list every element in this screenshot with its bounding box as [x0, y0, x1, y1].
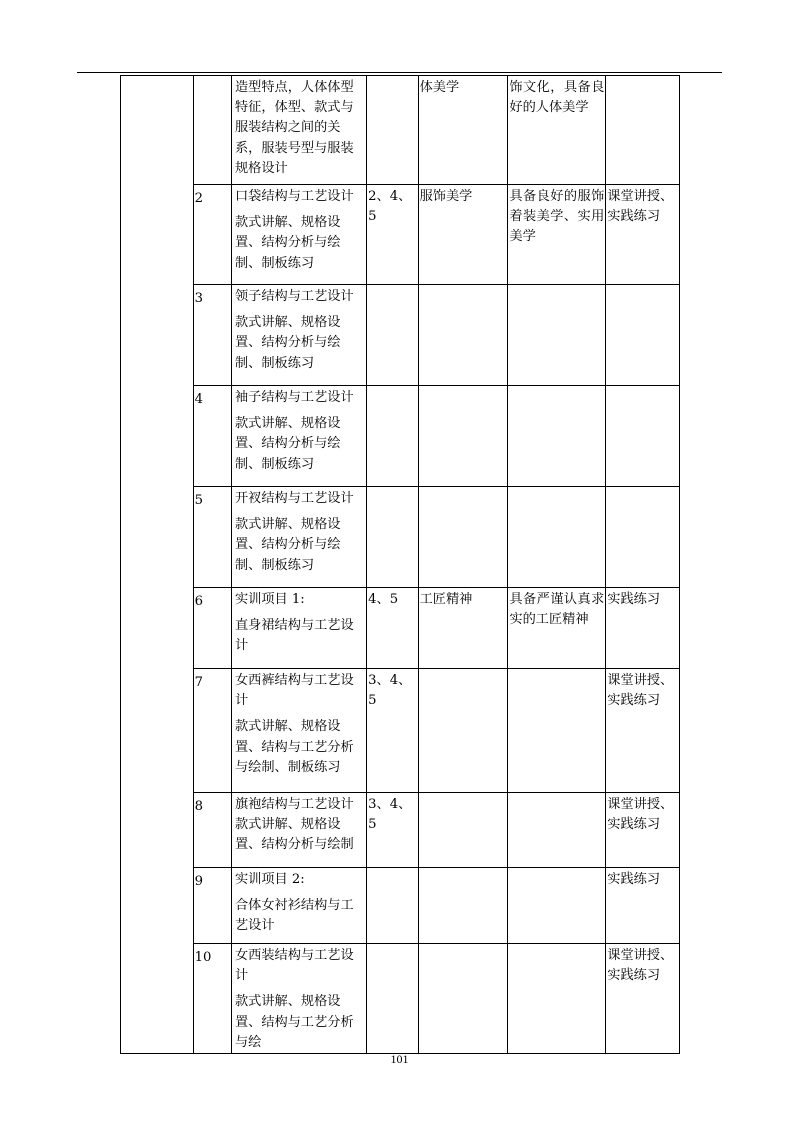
row-content — [231, 185, 366, 285]
table-row — [121, 386, 680, 487]
row-objective — [418, 487, 508, 588]
row-hours: 3、4、5 — [367, 669, 418, 793]
row-number — [193, 76, 231, 185]
table-row — [121, 793, 680, 868]
row-number: 6 — [193, 588, 231, 669]
content-title: 袖子结构与工艺设计 — [234, 390, 354, 405]
row-number: 9 — [193, 868, 231, 944]
row-ideology — [508, 487, 606, 588]
row-method: 实践练习 — [606, 588, 680, 669]
row-objective: 体美学 — [418, 76, 508, 185]
table-row — [121, 285, 680, 386]
row-hours — [367, 487, 418, 588]
row-objective — [418, 386, 508, 487]
row-content — [231, 386, 366, 487]
row-content — [231, 793, 366, 868]
row-hours: 2、4、5 — [367, 185, 418, 285]
row-content — [231, 868, 366, 944]
row-method: 课堂讲授、实践练习 — [606, 669, 680, 793]
row-hours — [367, 76, 418, 185]
content-detail: 款式讲解、规格设置、结构与工艺分析与绘制、制板练习 — [234, 719, 354, 775]
content-detail: 款式讲解、规格设置、结构分析与绘制、制板练习 — [234, 517, 341, 573]
row-ideology — [508, 793, 606, 868]
row-number: 3 — [193, 285, 231, 386]
content-line: 造型特点，人体体型特征，体型、款式与服装结构之间的关系，服装号型与服装规格设计 — [234, 80, 354, 176]
content-detail: 款式讲解、规格设置、结构分析与绘制 — [234, 817, 354, 853]
row-content — [231, 285, 366, 386]
row-method — [606, 487, 680, 588]
row-ideology: 具备严谨认真求实的工匠精神 — [508, 588, 606, 669]
table-row — [121, 669, 680, 793]
content-title: 实训项目 2: — [234, 872, 305, 887]
row-hours — [367, 386, 418, 487]
content-detail: 款式讲解、规格设置、结构分析与绘制、制板练习 — [234, 215, 341, 271]
row-hours: 4、5 — [367, 588, 418, 669]
table-row — [121, 868, 680, 944]
row-ideology — [508, 868, 606, 944]
content-title: 旗袍结构与工艺设计 — [234, 797, 354, 812]
page-number: 101 — [390, 1052, 409, 1066]
row-objective — [418, 944, 508, 1054]
content-title: 女西装结构与工艺设计 — [234, 948, 354, 984]
content-title: 领子结构与工艺设计 — [234, 289, 354, 304]
row-method: 实践练习 — [606, 868, 680, 944]
row-ideology: 饰文化，具备良好的人体美学 — [508, 76, 606, 185]
row-content — [231, 76, 366, 185]
row-ideology: 具备良好的服饰着装美学、实用美学 — [508, 185, 606, 285]
table-row — [121, 588, 680, 669]
table-row — [121, 76, 680, 185]
content-detail: 款式讲解、规格设置、结构分析与绘制、制板练习 — [234, 315, 341, 371]
row-method: 课堂讲授、实践练习 — [606, 185, 680, 285]
row-method — [606, 285, 680, 386]
row-number: 10 — [193, 944, 231, 1054]
row-content — [231, 944, 366, 1054]
row-method: 课堂讲授、实践练习 — [606, 793, 680, 868]
row-objective — [418, 868, 508, 944]
row-ideology — [508, 669, 606, 793]
row-objective — [418, 793, 508, 868]
content-detail: 款式讲解、规格设置、结构与工艺分析与绘 — [234, 994, 354, 1050]
content-title: 实训项目 1: — [234, 592, 305, 607]
header-rule — [77, 72, 722, 73]
row-content — [231, 588, 366, 669]
row-number: 4 — [193, 386, 231, 487]
table-row — [121, 487, 680, 588]
row-ideology — [508, 944, 606, 1054]
row-hours — [367, 944, 418, 1054]
row-number: 2 — [193, 185, 231, 285]
row-hours: 3、4、5 — [367, 793, 418, 868]
row-hours — [367, 868, 418, 944]
row-ideology — [508, 285, 606, 386]
row-content — [231, 669, 366, 793]
row-hours — [367, 285, 418, 386]
row-number: 8 — [193, 793, 231, 868]
row-number: 5 — [193, 487, 231, 588]
table-row — [121, 944, 680, 1054]
row-objective — [418, 669, 508, 793]
content-title: 女西裤结构与工艺设计 — [234, 673, 354, 709]
course-content-table — [120, 75, 680, 1054]
row-objective: 工匠精神 — [418, 588, 508, 669]
row-objective — [418, 285, 508, 386]
content-detail: 直身裙结构与工艺设计 — [234, 618, 354, 654]
row-method — [606, 386, 680, 487]
row-content — [231, 487, 366, 588]
content-detail: 合体女衬衫结构与工艺设计 — [234, 898, 354, 934]
row-ideology — [508, 386, 606, 487]
table-row — [121, 185, 680, 285]
row-objective: 服饰美学 — [418, 185, 508, 285]
row-method — [606, 76, 680, 185]
content-title: 口袋结构与工艺设计 — [234, 189, 354, 204]
row-method: 课堂讲授、实践练习 — [606, 944, 680, 1054]
module-cell — [121, 76, 194, 1054]
content-detail: 款式讲解、规格设置、结构分析与绘制、制板练习 — [234, 416, 341, 472]
content-title: 开衩结构与工艺设计 — [234, 491, 354, 506]
row-number: 7 — [193, 669, 231, 793]
